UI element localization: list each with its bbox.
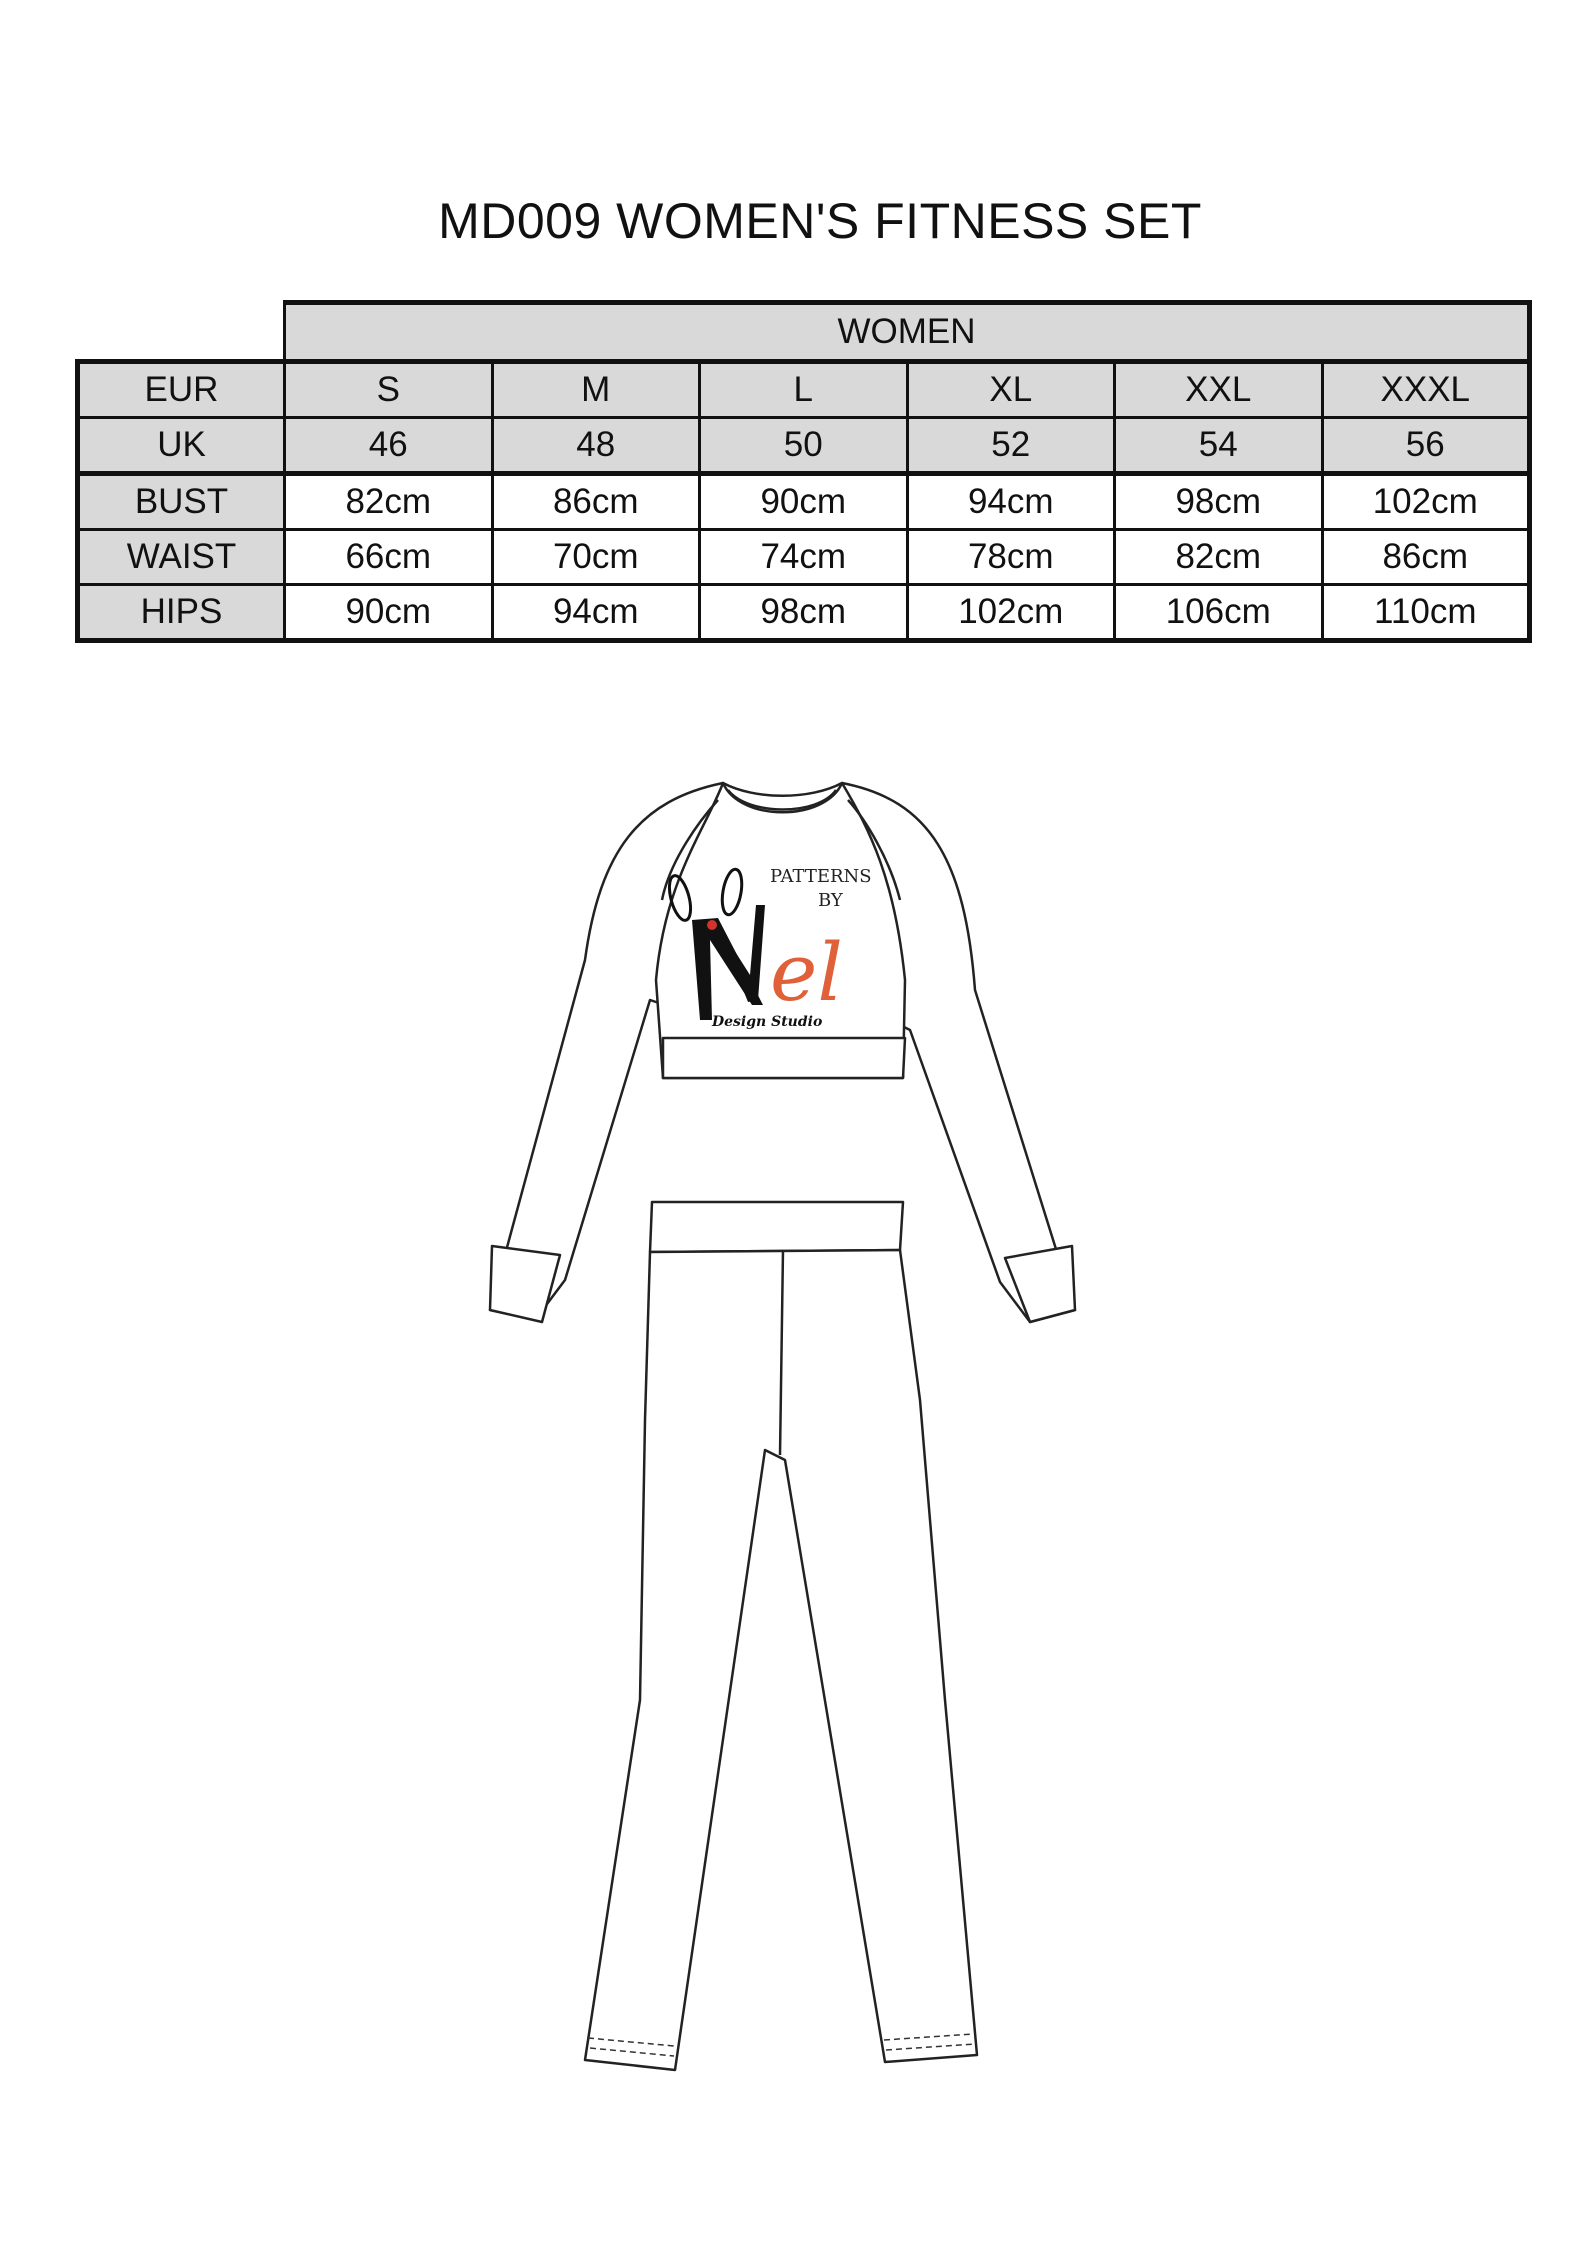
logo-name: el xyxy=(770,926,843,1019)
table-cell: 78cm xyxy=(907,530,1115,585)
table-cell: XXXL xyxy=(1322,362,1530,418)
left-cuff xyxy=(490,1246,560,1322)
table-cell: 98cm xyxy=(700,585,908,641)
group-header-women: WOMEN xyxy=(285,303,1530,362)
table-corner xyxy=(78,303,285,362)
table-cell: 102cm xyxy=(907,585,1115,641)
table-cell: 56 xyxy=(1322,418,1530,474)
logo-studio: Design Studio xyxy=(712,1014,823,1030)
table-cell: 94cm xyxy=(907,474,1115,530)
row-label: EUR xyxy=(78,362,285,418)
table-cell: 86cm xyxy=(1322,530,1530,585)
row-label: HIPS xyxy=(78,585,285,641)
table-cell: 48 xyxy=(492,418,700,474)
table-cell: 86cm xyxy=(492,474,700,530)
page-title: MD009 WOMEN'S FITNESS SET xyxy=(438,193,1202,249)
table-cell: 82cm xyxy=(285,474,493,530)
table-cell: 94cm xyxy=(492,585,700,641)
size-chart-table xyxy=(75,300,1532,643)
row-label: WAIST xyxy=(78,530,285,585)
row-label: UK xyxy=(78,418,285,474)
table-cell: 52 xyxy=(907,418,1115,474)
group-header-row xyxy=(78,303,1530,362)
row-label: BUST xyxy=(78,474,285,530)
table-cell: 82cm xyxy=(1115,530,1323,585)
table-cell: 90cm xyxy=(700,474,908,530)
table-cell: 102cm xyxy=(1322,474,1530,530)
table-cell: 110cm xyxy=(1322,585,1530,641)
table-row-eur xyxy=(78,362,1530,418)
table-cell: 106cm xyxy=(1115,585,1323,641)
logo-line-by: BY xyxy=(818,890,843,911)
table-cell: 46 xyxy=(285,418,493,474)
table-cell: 66cm xyxy=(285,530,493,585)
right-cuff xyxy=(1005,1246,1075,1322)
table-cell: M xyxy=(492,362,700,418)
table-cell: XXL xyxy=(1115,362,1323,418)
fitness-set-illustration xyxy=(470,770,1110,2100)
leggings-waistband xyxy=(650,1202,903,1252)
table-cell: 70cm xyxy=(492,530,700,585)
table-cell: 74cm xyxy=(700,530,908,585)
table-cell: XL xyxy=(907,362,1115,418)
table-cell: 90cm xyxy=(285,585,493,641)
table-row-waist xyxy=(78,530,1530,585)
table-cell: 50 xyxy=(700,418,908,474)
table-cell: L xyxy=(700,362,908,418)
table-row-hips xyxy=(78,585,1530,641)
table-cell: S xyxy=(285,362,493,418)
table-row-bust xyxy=(78,474,1530,530)
logo-line-patterns: PATTERNS xyxy=(770,866,872,887)
table-row-uk xyxy=(78,418,1530,474)
table-cell: 98cm xyxy=(1115,474,1323,530)
crop-top-hem xyxy=(663,1038,905,1078)
table-cell: 54 xyxy=(1115,418,1323,474)
